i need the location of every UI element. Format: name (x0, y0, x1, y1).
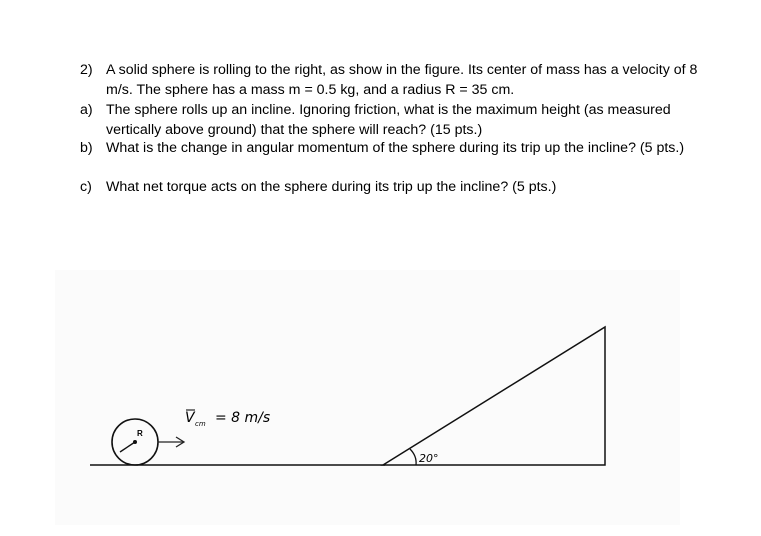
part-c (80, 177, 720, 197)
velocity-label (185, 410, 270, 428)
part-a-text: The sphere rolls up an incline. Ignoring friction, what is the maximum height (as measured vertically above ground) that the sphere will reach? (15 pts.) (106, 102, 671, 138)
angle-label: 20° (419, 452, 439, 465)
part-b-text: What is the change in angular momentum of the sphere during its trip up the incline? (5 pts.) (106, 140, 685, 156)
part-a (80, 100, 720, 140)
part-b-label: b) (80, 140, 93, 156)
angle-arc (410, 449, 416, 465)
radius-label: R (137, 429, 143, 438)
part-c-text: What net torque acts on the sphere during its trip up the incline? (5 pts.) (106, 179, 557, 195)
incline-triangle (383, 327, 605, 465)
velocity-value: = 8 m/s (215, 410, 271, 426)
velocity-subscript: cm (195, 420, 206, 428)
problem-intro: A solid sphere is rolling to the right, as show in the figure. Its center of mass has a velocity of 8 m/s. The sphere has a mass m = 0.5 kg, and a radius R = 35 cm. (106, 62, 698, 98)
figure-drawing (55, 270, 680, 525)
velocity-symbol: V (185, 410, 195, 426)
velocity-arrow (158, 437, 184, 447)
incline-figure (55, 270, 680, 525)
part-c-label: c) (80, 179, 92, 195)
problem-2 (80, 60, 720, 100)
part-b (80, 138, 720, 158)
radius-line (120, 442, 135, 452)
part-a-label: a) (80, 102, 93, 118)
problem-number: 2) (80, 62, 93, 78)
